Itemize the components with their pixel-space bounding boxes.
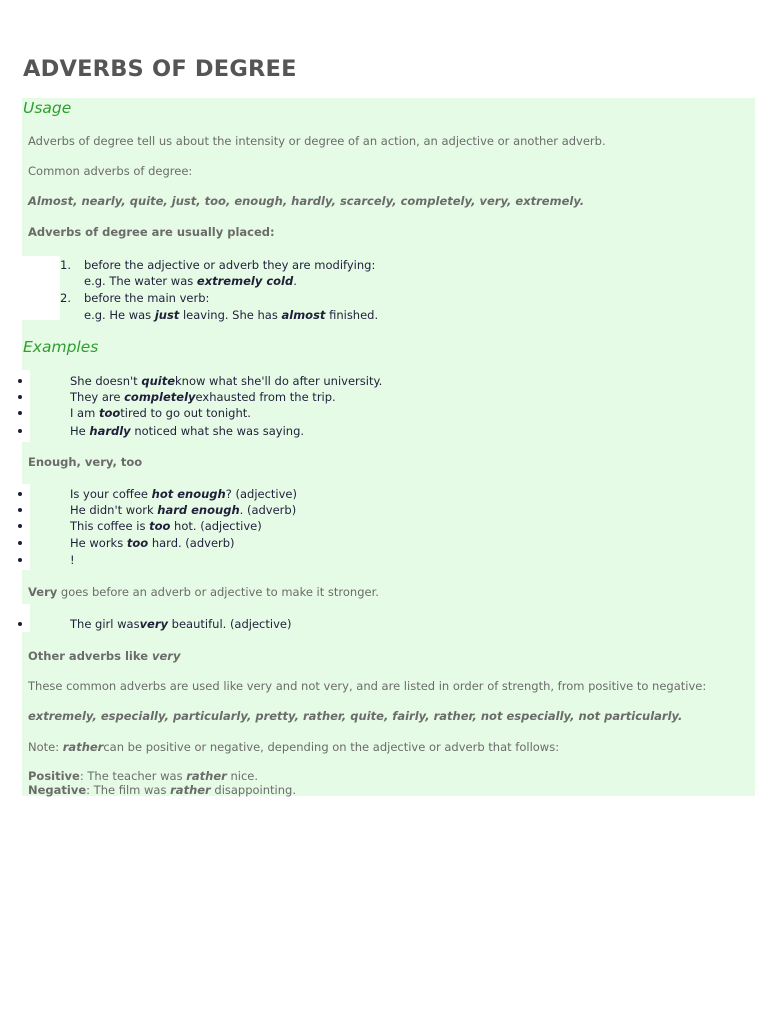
common-adverbs-list: Almost, nearly, quite, just, too, enough, hardly, scarcely, completely, very, extremely.	[28, 194, 585, 208]
negative-example: Negative: The film was rather disappointing.	[28, 783, 296, 797]
bullet	[16, 424, 26, 438]
rule-number: 2.	[60, 291, 71, 305]
placement-label: Adverbs of degree are usually placed:	[28, 225, 275, 239]
list-item: They are completelyexhausted from the trip.	[70, 390, 336, 404]
list-item: This coffee is too hot. (adjective)	[70, 519, 262, 533]
bullet	[16, 536, 26, 550]
subheading-enough-very-too: Enough, very, too	[28, 455, 143, 469]
list-item: He didn't work hard enough. (adverb)	[70, 503, 297, 517]
bullet	[16, 553, 26, 567]
usage-intro: Adverbs of degree tell us about the intensity or degree of an action, an adjective or another adverb.	[28, 134, 606, 148]
list-item: !	[70, 553, 75, 567]
other-adverbs-desc: These common adverbs are used like very and not very, and are listed in order of strength, from positive to negative:	[28, 679, 707, 693]
rule-text: before the main verb:	[84, 291, 210, 305]
list-item: He works too hard. (adverb)	[70, 536, 235, 550]
rule-example: e.g. He was just leaving. She has almost finished.	[84, 308, 379, 322]
positive-example: Positive: The teacher was rather nice.	[28, 769, 259, 783]
panel-gap	[22, 256, 60, 320]
list-item: Is your coffee hot enough? (adjective)	[70, 487, 297, 501]
bullet	[16, 617, 26, 631]
subheading-other-adverbs: Other adverbs like very	[28, 649, 181, 663]
rather-note: Note: rathercan be positive or negative, depending on the adjective or adverb that follows:	[28, 740, 560, 754]
bullet	[16, 406, 26, 420]
rule-number: 1.	[60, 258, 71, 272]
very-note: Very goes before an adverb or adjective to make it stronger.	[28, 585, 379, 599]
section-heading-examples: Examples	[23, 338, 99, 356]
other-adverbs-list: extremely, especially, particularly, pretty, rather, quite, fairly, rather, not especially, not particularly.	[28, 709, 683, 723]
list-item: The girl wasvery beautiful. (adjective)	[70, 617, 292, 631]
page-title: ADVERBS OF DEGREE	[23, 56, 297, 82]
common-adverbs-label: Common adverbs of degree:	[28, 164, 193, 178]
bullet	[16, 487, 26, 501]
bullet	[16, 374, 26, 388]
bullet	[16, 519, 26, 533]
list-item: She doesn't quiteknow what she'll do after university.	[70, 374, 383, 388]
bullet	[16, 503, 26, 517]
rule-example: e.g. The water was extremely cold.	[84, 274, 297, 288]
bullet	[16, 390, 26, 404]
rule-text: before the adjective or adverb they are modifying:	[84, 258, 376, 272]
section-heading-usage: Usage	[23, 99, 72, 117]
list-item: He hardly noticed what she was saying.	[70, 424, 305, 438]
list-item: I am tootired to go out tonight.	[70, 406, 251, 420]
